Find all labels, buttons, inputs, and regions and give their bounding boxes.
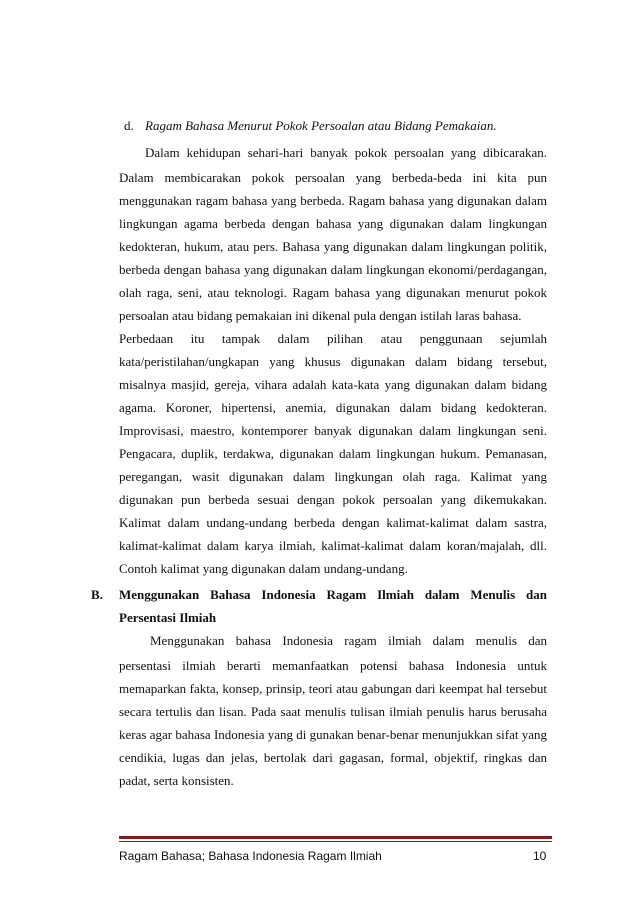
section-d-paragraph-line: Dalam membicarakan pokok persoalan yang berbeda-beda ini kita pun <box>119 170 547 185</box>
section-b-paragraph-line: secara tertulis dan lisan. Pada saat menulis tulisan ilmiah penulis harus berusaha <box>119 704 547 719</box>
section-d-paragraph-line: misalnya masjid, gereja, vihara adalah kata-kata yang digunakan dalam bidang <box>119 377 547 392</box>
section-d-paragraph-line: Dalam kehidupan sehari-hari banyak pokok persoalan yang dibicarakan. <box>145 145 547 160</box>
section-d-paragraph-line: olah raga, seni, atau teknologi. Ragam bahasa yang digunakan menurut pokok <box>119 285 547 300</box>
section-d-paragraph-line: peregangan, wasit digunakan dalam lingkungan olah raga. Kalimat yang <box>119 469 547 484</box>
section-b-marker: B. <box>91 587 103 602</box>
footer-rule-thin <box>119 841 552 842</box>
section-b-heading-line1: Menggunakan Bahasa Indonesia Ragam Ilmiah dalam Menulis dan <box>119 587 547 602</box>
section-d-paragraph-line: digunakan pun berbeda sesuai dengan pokok persoalan yang dikemukakan. <box>119 492 547 507</box>
section-d-paragraph-line: Kalimat dalam undang-undang berbeda dengan kalimat-kalimat dalam sastra, <box>119 515 547 530</box>
footer-title: Ragam Bahasa; Bahasa Indonesia Ragam Ilmiah <box>119 849 382 863</box>
section-b-paragraph-line: memaparkan fakta, konsep, prinsip, teori atau gabungan dari keempat hal tersebut <box>119 681 547 696</box>
section-d-title: Ragam Bahasa Menurut Pokok Persoalan atau Bidang Pemakaian. <box>145 118 497 133</box>
footer-rule-thick <box>119 836 552 839</box>
section-b-paragraph-line: padat, serta konsisten. <box>119 773 234 788</box>
section-d-paragraph-line: berbeda dengan bahasa yang digunakan dalam lingkungan ekonomi/perdagangan, <box>119 262 547 277</box>
section-d-paragraph-line: Perbedaan itu tampak dalam pilihan atau penggunaan sejumlah <box>119 331 547 346</box>
section-d-marker: d. <box>124 118 134 133</box>
section-d-paragraph-line: persoalan atau bidang pemakaian ini dikenal pula dengan istilah laras bahasa. <box>119 308 522 323</box>
section-b-paragraph-line: keras agar bahasa Indonesia yang di gunakan benar-benar menunjukkan sifat yang <box>119 727 547 742</box>
section-d-paragraph-line: menggunakan ragam bahasa yang berbeda. Ragam bahasa yang digunakan dalam <box>119 193 547 208</box>
section-d-paragraph-line: agama. Koroner, hipertensi, anemia, digunakan dalam bidang kedokteran. <box>119 400 547 415</box>
section-d-paragraph-line: Contoh kalimat yang digunakan dalam undang-undang. <box>119 561 408 576</box>
section-d-paragraph-line: kalimat-kalimat dalam karya ilmiah, kalimat-kalimat dalam koran/majalah, dll. <box>119 538 547 553</box>
section-d-paragraph-line: kata/peristilahan/ungkapan yang khusus digunakan dalam bidang tersebut, <box>119 354 547 369</box>
section-d-paragraph-line: Pengacara, duplik, terdakwa, digunakan dalam lingkungan hukum. Pemanasan, <box>119 446 547 461</box>
page-number: 10 <box>533 849 547 863</box>
section-d-paragraph-line: Improvisasi, maestro, kontemporer banyak digunakan dalam lingkungan seni. <box>119 423 547 438</box>
section-b-paragraph-line: persentasi ilmiah berarti memanfaatkan potensi bahasa Indonesia untuk <box>119 658 547 673</box>
section-b-paragraph-line: cendikia, lugas dan jelas, bertolak dari gagasan, formal, objektif, ringkas dan <box>119 750 547 765</box>
section-b-heading-line2: Persentasi Ilmiah <box>119 610 217 625</box>
section-d-paragraph-line: lingkungan agama berbeda dengan bahasa yang digunakan dalam lingkungan <box>119 216 547 231</box>
section-d-paragraph-line: kedokteran, hukum, atau pers. Bahasa yang digunakan dalam lingkungan politik, <box>119 239 547 254</box>
section-b-paragraph-line: Menggunakan bahasa Indonesia ragam ilmiah dalam menulis dan <box>150 633 547 648</box>
